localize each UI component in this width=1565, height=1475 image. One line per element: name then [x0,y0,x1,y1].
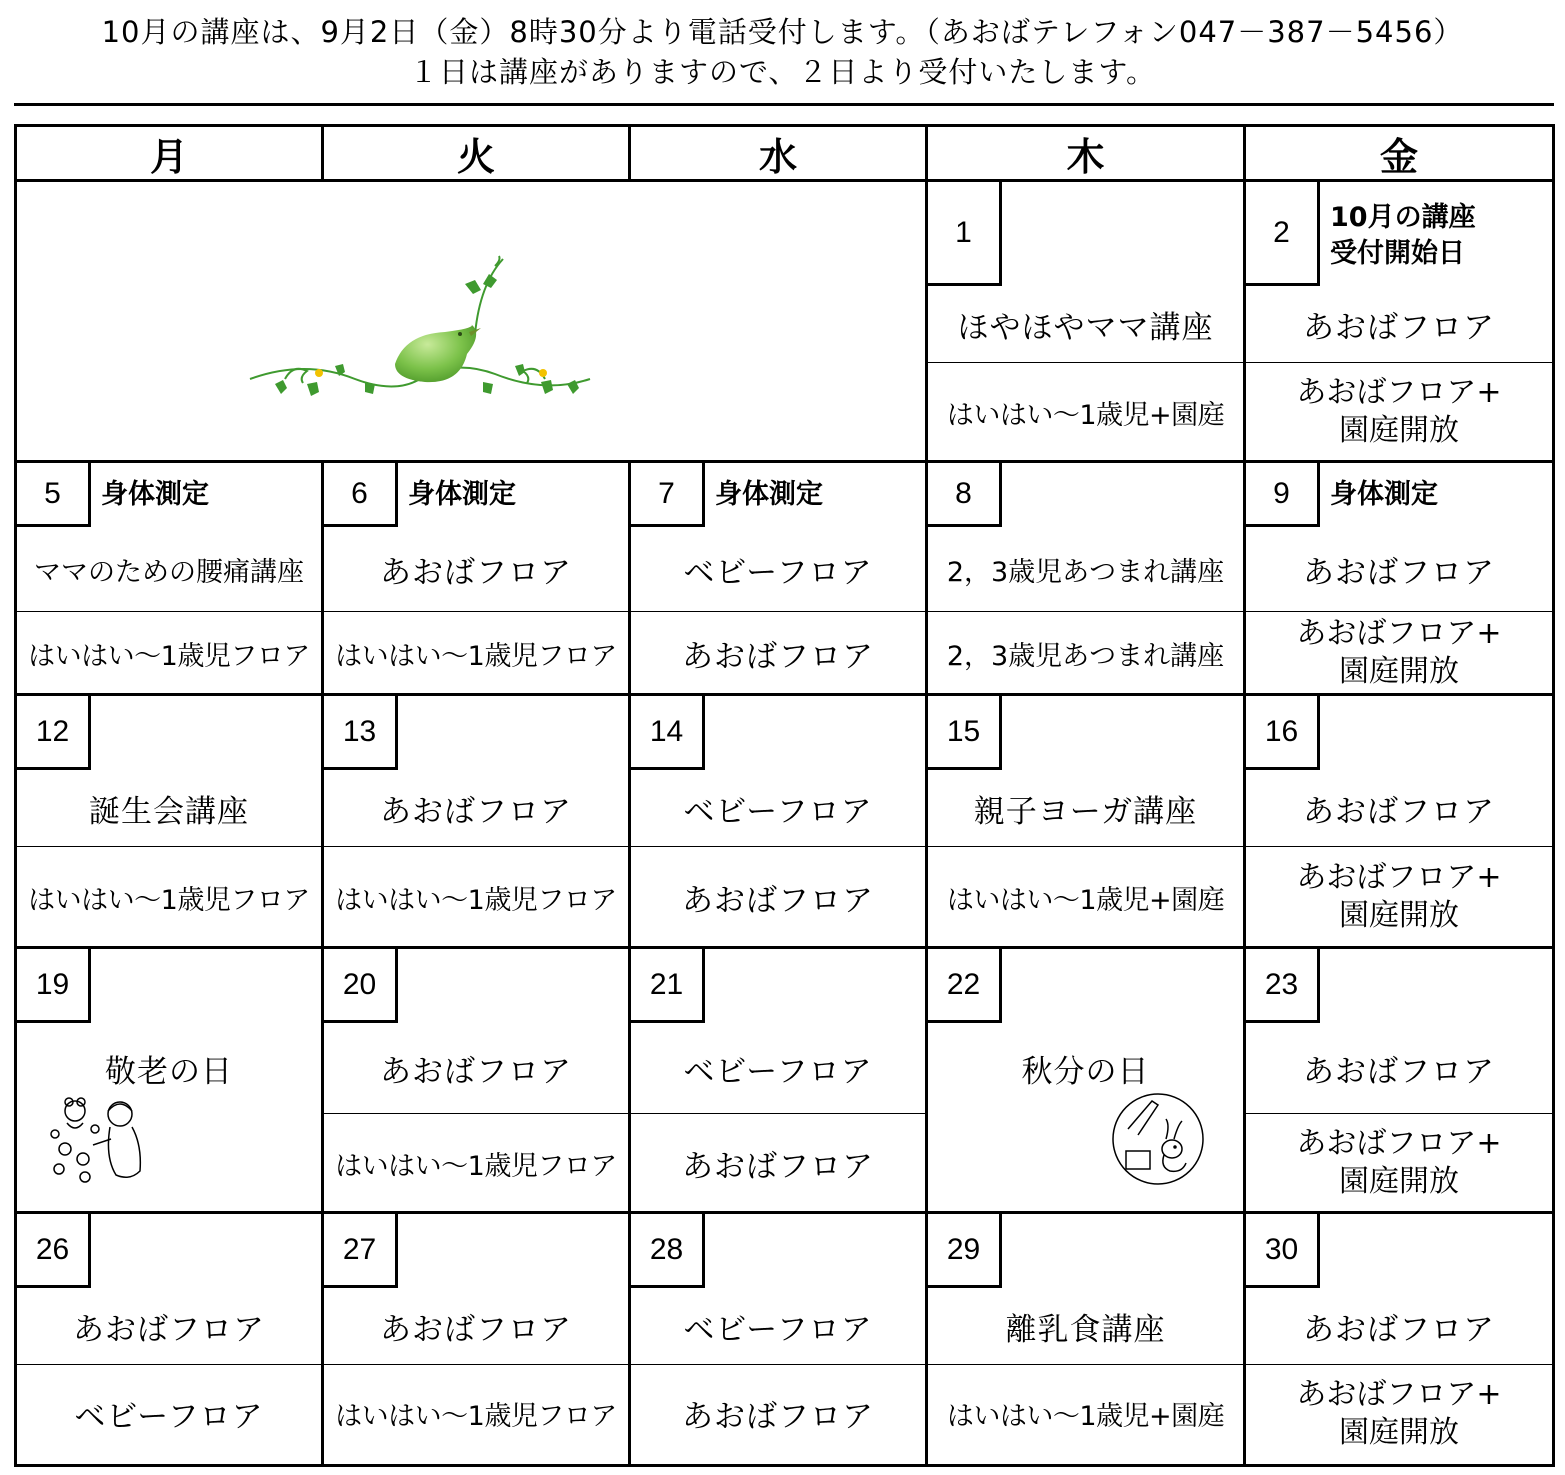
day-2-cell [1246,182,1552,463]
event-secondary [1246,611,1552,694]
event-secondary: はいはい～1歳児フロア [324,1364,628,1462]
event-secondary-line-2: 園庭開放 [1339,1164,1459,1199]
event-primary: ほやほやママ講座 [957,309,1214,346]
date-number: 15 [928,696,1002,770]
date-number: 5 [17,463,91,527]
calendar-grid [14,124,1555,1467]
event-primary: 2，3歳児あつまれ講座 [946,556,1225,588]
event-secondary: あおばフロア [631,611,925,694]
event-secondary [1246,362,1552,461]
event-secondary-line-1: あおばフロア+ [1296,616,1502,651]
event-secondary: あおばフロア [631,1113,925,1212]
event-primary: ベビーフロア [683,793,873,830]
moon-rabbit-illustration [1108,1089,1208,1189]
header-divider [14,103,1554,106]
event-tag: 身体測定 [408,479,516,510]
event-primary: あおばフロア [1303,1311,1495,1348]
day-15-cell [928,696,1246,949]
event-secondary: はいはい～1歳児フロア [17,611,321,694]
date-number: 19 [17,949,91,1023]
event-secondary: はいはい～1歳児フロア [324,611,628,694]
event-primary: ベビーフロア [683,1053,873,1090]
event-secondary [1246,1364,1552,1462]
event-primary: ベビーフロア [683,1311,873,1348]
event-primary: あおばフロア [380,554,572,591]
event-secondary: はいはい～1歳児フロア [324,1113,628,1212]
day-12-cell [17,696,324,949]
date-number: 12 [17,696,91,770]
event-primary: あおばフロア [380,793,572,830]
event-secondary-line-2: 園庭開放 [1339,898,1459,933]
day-28-cell [631,1214,928,1464]
event-primary: 離乳食講座 [1005,1311,1166,1348]
day-16-cell [1246,696,1552,949]
day-29-cell [928,1214,1246,1464]
event-tag: 身体測定 [715,479,823,510]
day-7-cell [631,463,928,696]
day-21-cell [631,949,928,1214]
event-primary: あおばフロア [1303,554,1495,591]
event-secondary: あおばフロア [631,1364,925,1462]
event-primary: あおばフロア [380,1311,572,1348]
event-primary: ベビーフロア [683,554,873,591]
event-secondary: 2，3歳児あつまれ講座 [928,611,1243,694]
notice-line-1: 10月の講座は、9月2日（金）8時30分より電話受付します。（あおばテレフォン047－387－5456） [101,15,1464,49]
decoration-cell [17,182,928,463]
event-secondary-line-2: 園庭開放 [1339,1414,1459,1450]
event-tag [1330,200,1476,272]
event-primary: あおばフロア [1303,1053,1495,1090]
event-secondary-line-2: 園庭開放 [1339,654,1459,689]
event-secondary [1246,846,1552,947]
day-6-cell [324,463,631,696]
tag-line-1: 10月の講座 [1330,202,1476,233]
day-5-cell [17,463,324,696]
date-number: 21 [631,949,705,1023]
date-number: 30 [1246,1214,1320,1288]
day-20-cell [324,949,631,1214]
date-number: 16 [1246,696,1320,770]
event-primary: 秋分の日 [1021,1053,1150,1090]
notice-line-2: １日は講座がありますので、２日より受付いたします。 [408,55,1157,89]
event-secondary: はいはい～1歳児+園庭 [928,1364,1243,1462]
event-primary: あおばフロア [1303,793,1495,830]
date-number: 29 [928,1214,1002,1288]
date-number: 13 [324,696,398,770]
event-secondary-line-1: あおばフロア+ [1296,1126,1502,1161]
event-primary: あおばフロア [380,1053,572,1090]
weekday-tuesday: 火 [324,127,631,182]
day-27-cell [324,1214,631,1464]
event-primary: 親子ヨーガ講座 [973,793,1198,830]
event-secondary: はいはい～1歳児+園庭 [928,846,1243,947]
day-13-cell [324,696,631,949]
day-26-cell [17,1214,324,1464]
day-14-cell [631,696,928,949]
bird-vine-illustration [245,254,595,414]
event-tag: 身体測定 [1330,479,1438,510]
day-9-cell [1246,463,1552,696]
date-number: 2 [1246,182,1320,286]
date-number: 28 [631,1214,705,1288]
event-secondary: はいはい～1歳児+園庭 [928,362,1243,461]
event-primary: 敬老の日 [105,1053,233,1090]
date-number: 27 [324,1214,398,1288]
day-22-cell [928,949,1246,1214]
day-1-cell [928,182,1246,463]
weekday-wednesday: 水 [631,127,928,182]
event-primary: 誕生会講座 [89,793,249,830]
event-secondary: はいはい～1歳児フロア [324,846,628,947]
date-number: 7 [631,463,705,527]
event-secondary-line-1: あおばフロア+ [1296,1376,1502,1412]
day-23-cell [1246,949,1552,1214]
event-tag: 身体測定 [101,479,209,510]
day-8-cell [928,463,1246,696]
date-number: 6 [324,463,398,527]
event-secondary: ベビーフロア [17,1364,321,1462]
day-30-cell [1246,1214,1552,1464]
date-number: 23 [1246,949,1320,1023]
event-secondary: はいはい～1歳児フロア [17,846,321,947]
date-number: 14 [631,696,705,770]
date-number: 1 [928,182,1002,286]
day-19-cell [17,949,324,1214]
event-secondary-line-1: あおばフロア+ [1296,375,1502,410]
date-number: 20 [324,949,398,1023]
event-secondary [1246,1113,1552,1212]
event-primary: あおばフロア [1303,309,1495,346]
grandparent-child-illustration [45,1089,145,1189]
date-number: 26 [17,1214,91,1288]
event-secondary-line-1: あおばフロア+ [1296,860,1502,895]
date-number: 22 [928,949,1002,1023]
date-number: 8 [928,463,1002,527]
event-primary: ママのための腰痛講座 [34,556,304,588]
weekday-thursday: 木 [928,127,1246,182]
event-secondary: あおばフロア [631,846,925,947]
weekday-friday: 金 [1246,127,1552,182]
date-number: 9 [1246,463,1320,527]
weekday-monday: 月 [17,127,324,182]
event-primary: あおばフロア [73,1311,265,1348]
event-secondary-line-2: 園庭開放 [1339,413,1459,448]
tag-line-2: 受付開始日 [1330,238,1465,269]
